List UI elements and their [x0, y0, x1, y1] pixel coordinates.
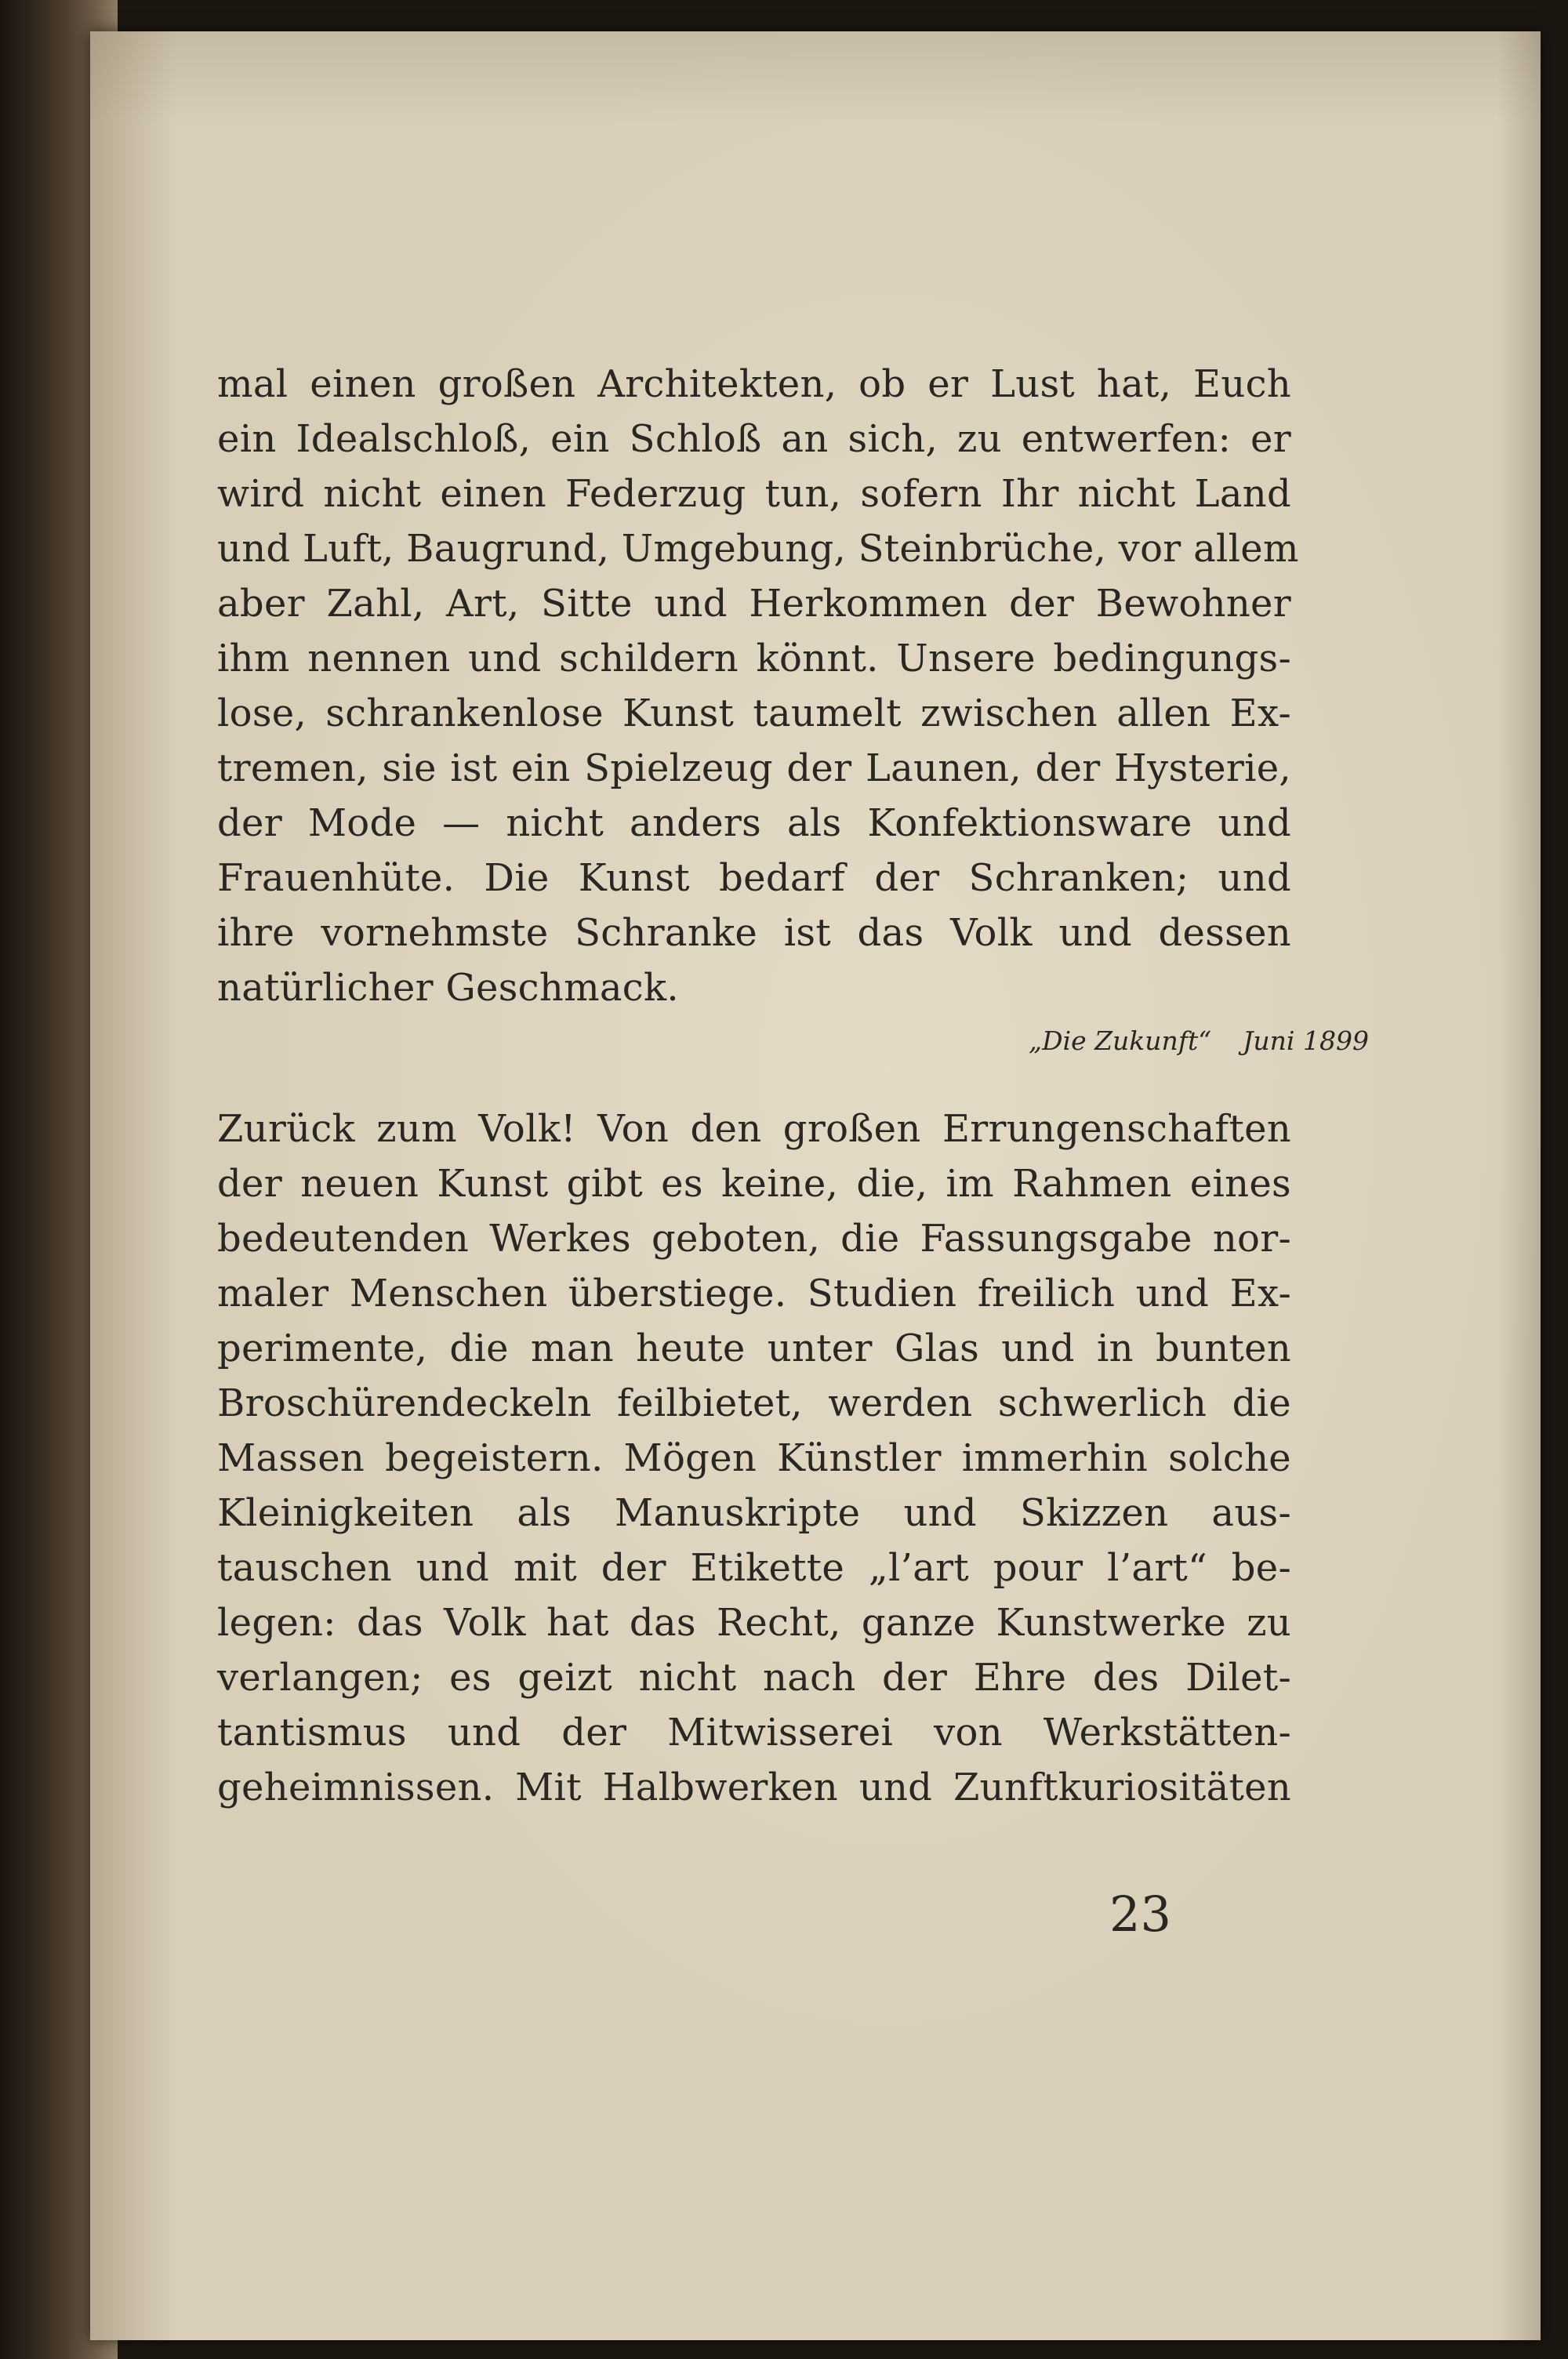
text-line: ihre vornehmste Schranke ist das Volk und dessen	[217, 911, 1291, 955]
citation	[1029, 1025, 1405, 1056]
text-line: ein Idealschloß, ein Schloß an sich, zu entwerfen: er	[217, 417, 1291, 461]
text-line: aber Zahl, Art, Sitte und Herkommen der Bewohner	[217, 582, 1291, 626]
text-line: wird nicht einen Federzug tun, sofern Ihr nicht Land	[217, 472, 1291, 516]
text-line: bedeutenden Werkes geboten, die Fassungsgabe nor-	[217, 1217, 1291, 1261]
text-line: verlangen; es geizt nicht nach der Ehre des Dilet-	[217, 1656, 1291, 1700]
text-line: maler Menschen überstiege. Studien freilich und Ex-	[217, 1272, 1291, 1316]
text-line: ihm nennen und schildern könnt. Unsere bedingungs-	[217, 637, 1291, 680]
text-line: und Luft, Baugrund, Umgebung, Steinbrüche, vor allem	[217, 527, 1299, 571]
text-line: Kleinigkeiten als Manuskripte und Skizzen aus-	[217, 1491, 1291, 1535]
book-page	[90, 31, 1541, 2340]
text-line: legen: das Volk hat das Recht, ganze Kunstwerke zu	[217, 1601, 1291, 1645]
text-line: tantismus und der Mitwisserei von Werkstätten-	[217, 1711, 1291, 1755]
text-line: lose, schrankenlose Kunst taumelt zwischen allen Ex-	[217, 691, 1291, 735]
text-line: Frauenhüte. Die Kunst bedarf der Schranken; und	[217, 856, 1291, 900]
text-line: der neuen Kunst gibt es keine, die, im Rahmen eines	[217, 1162, 1291, 1206]
text-line: Zurück zum Volk! Von den großen Errungenschaften	[217, 1107, 1291, 1151]
text-line: geheimnissen. Mit Halbwerken und Zunftkuriositäten	[217, 1766, 1291, 1809]
text-line: natürlicher Geschmack.	[217, 966, 679, 1010]
text-line: perimente, die man heute unter Glas und in bunten	[217, 1326, 1291, 1370]
citation-source: „Die Zukunft“	[1029, 1025, 1212, 1056]
citation-date: Juni 1899	[1243, 1025, 1369, 1056]
text-line: der Mode — nicht anders als Konfektionsware und	[217, 801, 1291, 845]
text-line: Massen begeistern. Mögen Künstler immerhin solche	[217, 1436, 1291, 1480]
text-line: mal einen großen Architekten, ob er Lust hat, Euch	[217, 362, 1291, 406]
page-number: 23	[1109, 1885, 1171, 1943]
text-line: tremen, sie ist ein Spielzeug der Launen, der Hysterie,	[217, 746, 1291, 790]
text-line: Broschürendeckeln feilbietet, werden schwerlich die	[217, 1381, 1291, 1425]
text-line: tauschen und mit der Etikette „l’art pour l’art“ be-	[217, 1546, 1291, 1590]
